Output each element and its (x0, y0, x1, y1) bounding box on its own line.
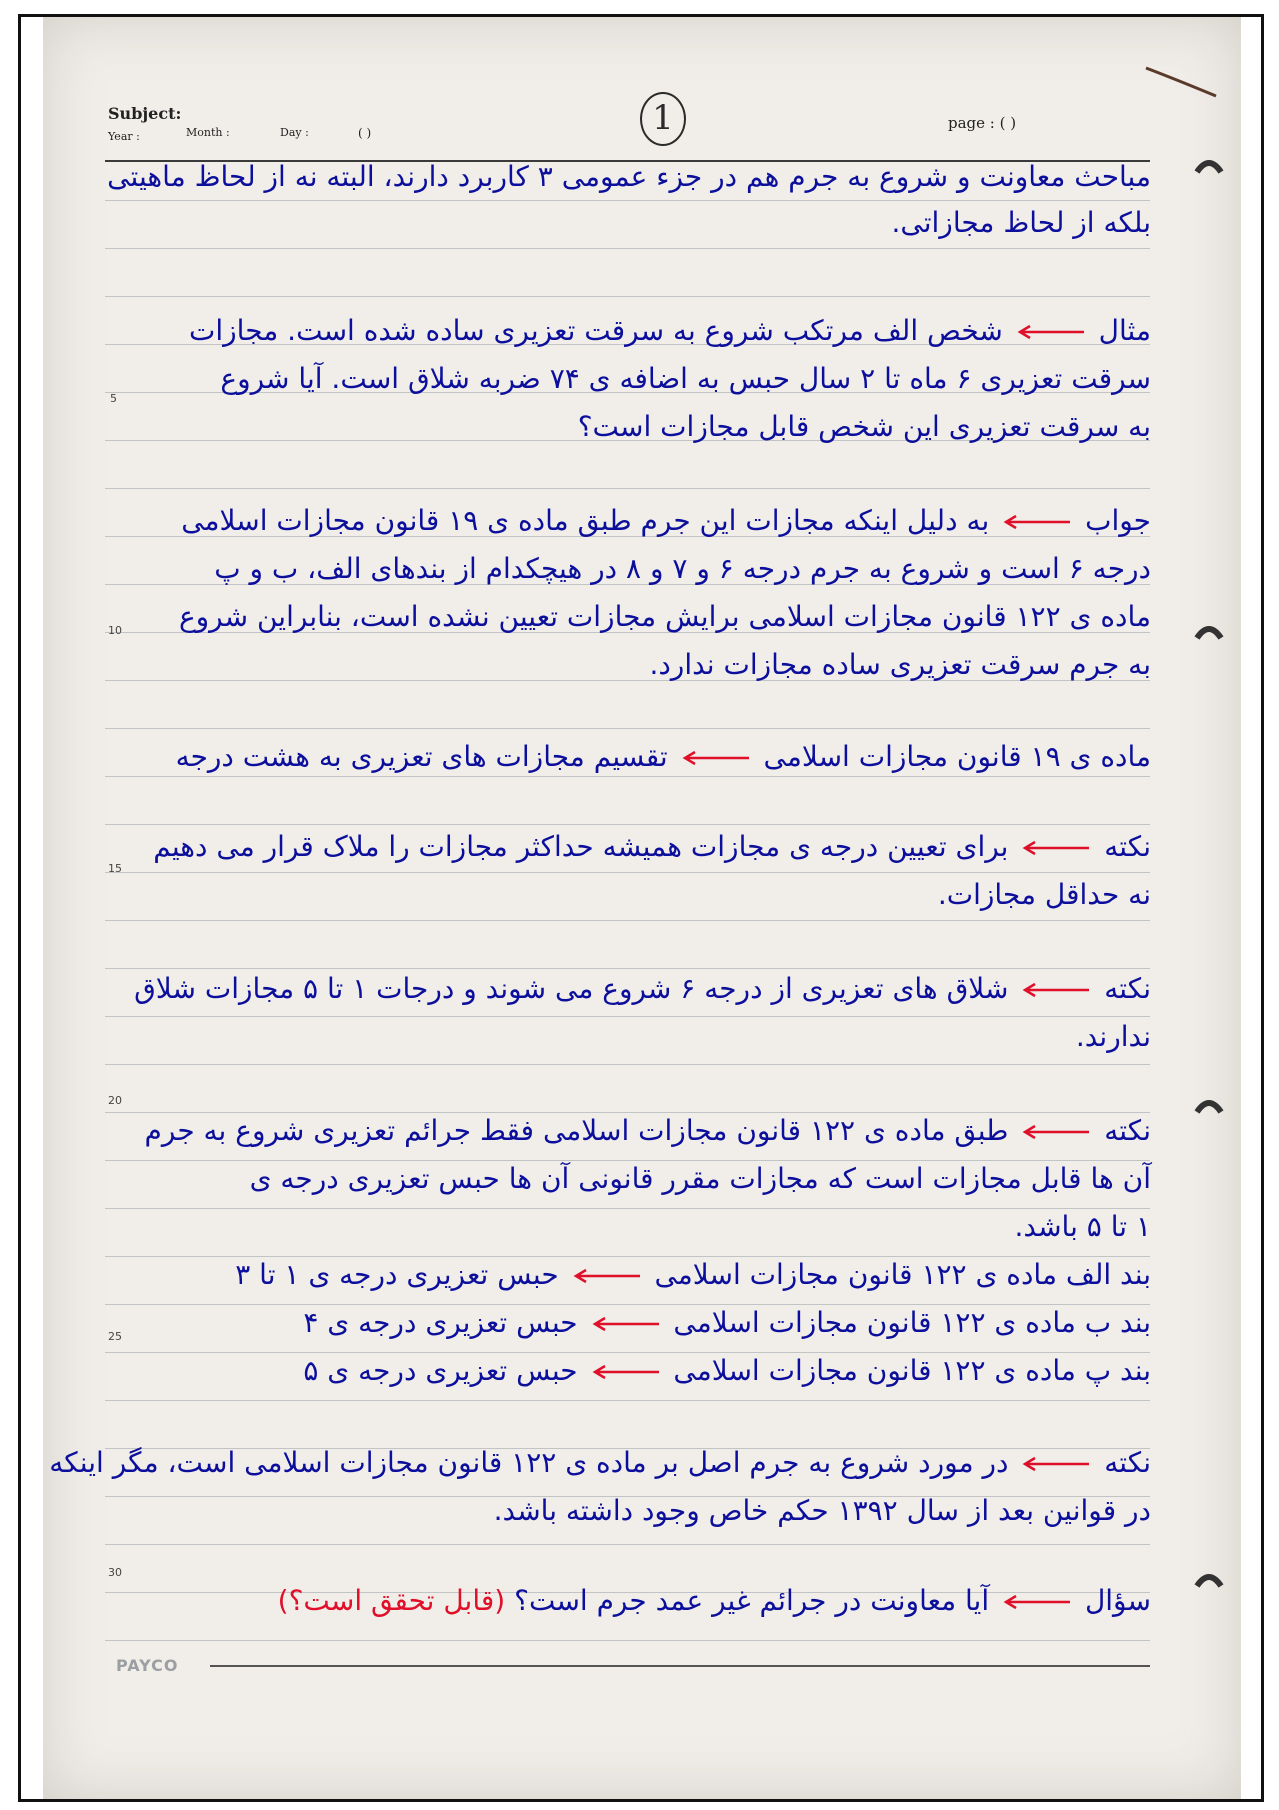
ruled-line (105, 200, 1150, 201)
ruled-line (105, 968, 1150, 969)
ruled-line (105, 1208, 1150, 1209)
note-line: سرقت تعزیری ۶ ماه تا ۲ سال حبس به اضافه ی ۷۴ ضربه شلاق است. آیا شروع (220, 362, 1151, 395)
ruled-line (105, 248, 1150, 249)
footer-rule (210, 1665, 1150, 1667)
binder-hole-mark (1194, 152, 1224, 178)
ruled-line (105, 1304, 1150, 1305)
page-header (108, 104, 1108, 154)
ruled-line (105, 920, 1150, 921)
answer-line: جواب به دلیل اینکه مجازات این جرم طبق ماده ی ۱۹ قانون مجازات اسلامی (181, 504, 1151, 537)
ruled-line (105, 1064, 1150, 1065)
binder-hole-mark (1194, 1092, 1224, 1118)
arrow-left-icon (591, 1316, 661, 1332)
binder-hole-mark (1194, 1566, 1224, 1592)
arrow-left-icon (1002, 514, 1072, 530)
pen-stroke-mark (1142, 60, 1222, 100)
arrow-left-icon (1021, 1124, 1091, 1140)
ruled-line (105, 488, 1150, 489)
clause-line: بند ب ماده ی ۱۲۲ قانون مجازات اسلامی حبس تعزیری درجه ی ۴ (303, 1306, 1151, 1339)
note-line: نه حداقل مجازات. (937, 878, 1151, 911)
note-line: به سرقت تعزیری این شخص قابل مجازات است؟ (577, 410, 1151, 443)
note-line: درجه ۶ است و شروع به جرم درجه ۶ و ۷ و ۸ در هیچکدام از بندهای الف، ب و پ (214, 552, 1151, 585)
ruled-line (105, 1256, 1150, 1257)
payco-logo: PAYCO (116, 1656, 179, 1675)
ruled-line (105, 872, 1150, 873)
arrow-left-icon (591, 1364, 661, 1380)
question-line: سؤال آیا معاونت در جرائم غیر عمد جرم است؟ (قابل تحقق است؟) (277, 1584, 1151, 1617)
example-line: مثال شخص الف مرتکب شروع به سرقت تعزیری ساده شده است. مجازات (189, 314, 1151, 347)
example-label: مثال (1098, 314, 1151, 347)
ruled-line (105, 296, 1150, 297)
ruled-line (105, 1640, 1150, 1641)
binder-hole-mark (1194, 618, 1224, 644)
note-line: آن ها قابل مجازات است که مجازات مقرر قانونی آن ها حبس تعزیری درجه ی (249, 1162, 1151, 1195)
note-line: ندارند. (1075, 1020, 1151, 1053)
year-label: Year : (108, 130, 140, 143)
note-line: نکته طبق ماده ی ۱۲۲ قانون مجازات اسلامی فقط جرائم تعزیری شروع به جرم (144, 1114, 1151, 1147)
day-paren: ( ) (358, 126, 372, 140)
question-note-red: (قابل تحقق است؟) (277, 1584, 506, 1617)
note-line: مباحث معاونت و شروع به جرم هم در جزء عمومی ۳ کاربرد دارند، البته نه از لحاظ ماهیتی (107, 160, 1151, 193)
ruled-line (105, 728, 1150, 729)
line-number: 15 (108, 862, 122, 875)
arrow-left-icon (1002, 1594, 1072, 1610)
clause-line: بند پ ماده ی ۱۲۲ قانون مجازات اسلامی حبس تعزیری درجه ی ۵ (303, 1354, 1151, 1387)
note-line: ۱ تا ۵ باشد. (1014, 1210, 1151, 1243)
arrow-left-icon (1021, 1456, 1091, 1472)
ruled-line (105, 1160, 1150, 1161)
line-number: 10 (108, 624, 122, 637)
note-label: نکته (1104, 830, 1151, 863)
line-number: 25 (108, 1330, 122, 1343)
line-number: 20 (108, 1094, 122, 1107)
note-line: بلکه از لحاظ مجازاتی. (891, 206, 1151, 239)
clause-line: بند الف ماده ی ۱۲۲ قانون مجازات اسلامی حبس تعزیری درجه ی ۱ تا ۳ (235, 1258, 1151, 1291)
note-line: در قوانین بعد از سال ۱۳۹۲ حکم خاص وجود داشته باشد. (493, 1494, 1151, 1527)
arrow-left-icon (1021, 982, 1091, 998)
ruled-line (105, 1112, 1150, 1113)
arrow-left-icon (1021, 840, 1091, 856)
ruled-line (105, 1400, 1150, 1401)
note-line: نکته در مورد شروع به جرم اصل بر ماده ی ۱۲۲ قانون مجازات اسلامی است، مگر اینکه (49, 1446, 1151, 1479)
note-line: به جرم سرقت تعزیری ساده مجازات ندارد. (649, 648, 1151, 681)
arrow-left-icon (1016, 324, 1086, 340)
ruled-line (105, 1016, 1150, 1017)
note-line: نکته شلاق های تعزیری از درجه ۶ شروع می شوند و درجات ۱ تا ۵ مجازات شلاق (134, 972, 1151, 1005)
arrow-left-icon (572, 1268, 642, 1284)
note-line: ماده ی ۱۲۲ قانون مجازات اسلامی برایش مجازات تعیین نشده است، بنابراین شروع (178, 600, 1151, 633)
answer-label: جواب (1085, 504, 1151, 537)
ruled-line (105, 824, 1150, 825)
line-number: 30 (108, 1566, 122, 1579)
ruled-line (105, 1352, 1150, 1353)
note-label: نکته (1104, 1446, 1151, 1479)
note-label: نکته (1104, 972, 1151, 1005)
question-label: سؤال (1084, 1584, 1151, 1617)
page-label: page : ( ) (948, 114, 1017, 132)
month-label: Month : (186, 126, 230, 139)
arrow-left-icon (681, 750, 751, 766)
page-number-circle: 1 (640, 92, 686, 146)
article-line: ماده ی ۱۹ قانون مجازات اسلامی تقسیم مجازات های تعزیری به هشت درجه (175, 740, 1151, 773)
note-label: نکته (1104, 1114, 1151, 1147)
day-label: Day : (280, 126, 309, 139)
ruled-line (105, 776, 1150, 777)
subject-label: Subject: (108, 104, 182, 123)
line-number: 5 (110, 392, 117, 405)
note-line: نکته برای تعیین درجه ی مجازات همیشه حداکثر مجازات را ملاک قرار می دهیم (153, 830, 1151, 863)
ruled-line (105, 1544, 1150, 1545)
